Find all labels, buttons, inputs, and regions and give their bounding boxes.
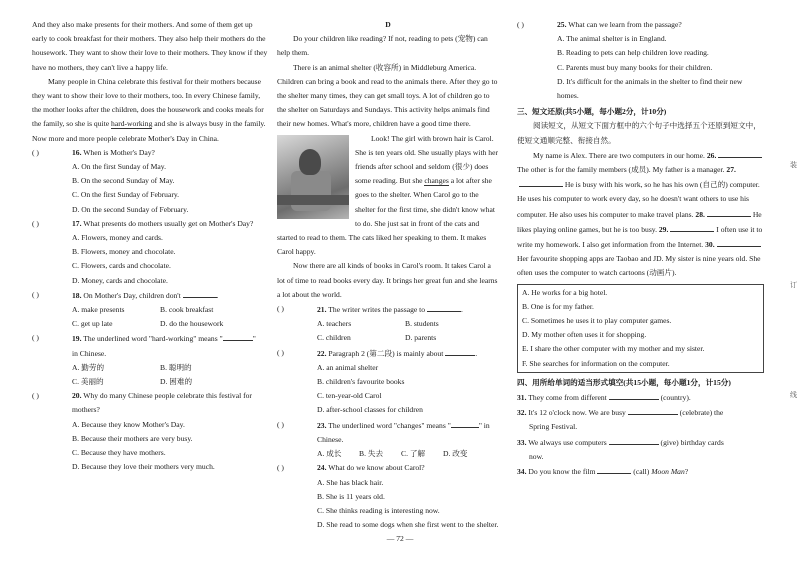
answer-slot[interactable]: ( )	[32, 218, 39, 228]
option: C. Flowers, cards and chocolate.	[72, 261, 171, 271]
passage-c-paragraph: Many people in China celebrate this festival for their mothers because they want to show their love to their mothers, too. In every Chinese family, the mother looks after the children, does the housework and cooks meals for the family, so she is quite hard-working and she is always busy in the family. Now more and more people celebrate Mother's Day in China.	[32, 76, 266, 143]
section-3-passage	[517, 148, 764, 281]
option-row	[32, 375, 268, 389]
blank-number: 26.	[706, 150, 717, 160]
blank-number: 30.	[705, 240, 715, 250]
choice: A. He works for a big hotel.	[522, 287, 608, 297]
question-32: 32. It's 12 o'clock now. We are busy (celebrate) the	[517, 405, 764, 420]
option: D. after-school classes for children	[317, 405, 423, 415]
answer-slot[interactable]: ( )	[277, 463, 284, 473]
option: C. On the first Sunday of February.	[72, 190, 180, 200]
girl-reading-photo	[277, 135, 349, 219]
choice: D. My mother often uses it for shopping.	[522, 330, 647, 340]
question-24: ( ) 24. What do we know about Carol?	[277, 461, 499, 475]
passage-text: Her favourite shopping apps are Taobao and JD. My sister is nine years old. She often uses the computer to watch cartoons (动画片).	[517, 254, 761, 278]
question-16: ( ) 16. When is Mother's Day?	[32, 146, 268, 160]
answer-slot[interactable]: ( )	[277, 347, 284, 357]
column-middle	[277, 18, 499, 532]
answer-slot[interactable]: ( )	[277, 304, 284, 314]
answer-slot[interactable]: ( )	[517, 20, 524, 29]
option: D. On the second Sunday of February.	[72, 204, 189, 214]
choice: E. I share the other computer with my mother and my sister.	[522, 344, 705, 354]
answer-slot[interactable]: ( )	[277, 419, 284, 429]
option: B. Flowers, money and chocolate.	[72, 247, 176, 257]
option: B. 失去	[359, 449, 384, 459]
passage-text: He likes playing online games, but he is too busy.	[517, 209, 762, 234]
option: C. She thinks reading is interesting now.	[317, 505, 440, 515]
option: D. 改变	[443, 449, 468, 459]
option: D. Because they love their mothers very much.	[72, 462, 215, 472]
option: D. do the housework	[160, 319, 224, 329]
fill-blank[interactable]	[223, 331, 253, 341]
underlined-word: hard-working	[111, 119, 153, 129]
passage-d-paragraph-2: There is an animal shelter (收容所) in Middleburg America. Children can bring a book and read to the animals there. After they go to the shelter many times, they can get small toys. A lot of children go to the shelter on Saturdays and Sundays. This activity helps animals find their new homes. What's more, children have a good time there.	[277, 62, 498, 129]
option: B. Reading to pets can help children love reading.	[557, 48, 709, 58]
option: A. The animal shelter is in England.	[557, 34, 667, 44]
option: A. make presents	[72, 305, 125, 315]
option: A. Flowers, money and cards.	[72, 233, 163, 243]
page-number: — 72 —	[386, 534, 414, 543]
passage-text: My name is Alex. There are two computers in our home.	[533, 150, 707, 160]
option: C. 了解	[401, 449, 426, 459]
fill-blank[interactable]	[609, 390, 659, 400]
answer-slot[interactable]: ( )	[32, 289, 39, 299]
option-row	[277, 447, 499, 461]
blank-number: 28.	[695, 209, 705, 219]
option: D. Money, cards and chocolate.	[72, 275, 168, 285]
option: B. cook breakfast	[160, 305, 214, 315]
question-34: 34. Do you know the film (call) Moon Man?	[517, 464, 764, 479]
choice: C. Sometimes he uses it to play computer games.	[522, 316, 672, 326]
question-23: ( ) 23. The underlined word "changes" means " " in	[277, 418, 499, 433]
fill-blank[interactable]	[427, 302, 461, 312]
option: B. She is 11 years old.	[317, 491, 385, 501]
option-row	[32, 317, 268, 331]
option: B. Because their mothers are very busy.	[72, 433, 193, 443]
option: A. 成长	[317, 449, 342, 459]
option: B. children's favourite books	[317, 377, 405, 387]
option-row	[32, 361, 268, 375]
question-33: 33. We always use computers (give) birthday cards	[517, 435, 764, 450]
option: A. 勤劳的	[72, 362, 105, 372]
blank-number: 27.	[726, 165, 736, 175]
option: D. It's difficult for the animals in the shelter to find their new homes.	[557, 76, 743, 101]
option: B. 聪明的	[160, 362, 192, 372]
column-right	[517, 18, 764, 479]
answer-slot[interactable]: ( )	[32, 333, 39, 343]
option: C. ten-year-old Carol	[317, 391, 382, 401]
passage-text: He is busy with his work, so he has his own (自己的) computer. He uses his computer to work every day, so he doesn't want others to use his computer. He also uses his computer to make travel plans.	[517, 180, 760, 219]
option: C. children	[317, 333, 351, 343]
option: D. parents	[405, 333, 437, 343]
option: B. On the second Sunday of May.	[72, 176, 175, 186]
option-row	[277, 317, 499, 331]
question-20: ( ) 20. Why do many Chinese people celebrate this festival for mothers?	[32, 391, 252, 415]
fill-blank[interactable]	[707, 207, 751, 217]
underlined-word: changes	[424, 176, 449, 186]
fill-blank[interactable]	[445, 346, 475, 356]
passage-d-paragraph-3: Look! The girl with brown hair is Carol. She is ten years old. She usually plays with her friends after school and seldom (很少) does some reading. But she changes a lot after she goes to the shelter. When Carol go to the shelter for the first time, she didn't know what to do. She just sat in front of the cats and started to read to them. The cats liked her speaking to them. It makes Carol happy.	[277, 133, 498, 257]
column-left	[32, 18, 268, 475]
choices-box	[517, 284, 764, 373]
passage-d-paragraph-4: Now there are all kinds of books in Carol's room. It takes Carol a lot of time to read books every day. It brings her great fun and she learns a lot about the world.	[277, 261, 498, 299]
section-3-title: 三、短文还原(共5小题，每小题2分，计10分)	[517, 107, 667, 117]
binding-mark: 线	[790, 391, 797, 399]
fill-blank[interactable]	[597, 464, 631, 474]
question-19: ( ) 19. The underlined word "hard-working" means " "	[32, 331, 268, 346]
question-18: ( ) 18. On Mother's Day, children don't .	[32, 288, 268, 303]
question-25: ( ) 25. What can we learn from the passage?	[517, 18, 764, 32]
section-4-title: 四、用所给单词的适当形式填空(共15小题，每小题1分，计15分)	[517, 377, 731, 387]
passage-text: The other is for the family members (成员). My father is a manager.	[517, 165, 727, 175]
fill-blank[interactable]	[670, 222, 714, 232]
answer-slot[interactable]: ( )	[32, 391, 39, 401]
choice: B. One is for my father.	[522, 301, 594, 311]
fill-blank[interactable]	[183, 288, 217, 298]
option-row	[32, 303, 268, 317]
passage-d-paragraph-1: Do your children like reading? If not, reading to pets (宠物) can help them.	[277, 34, 488, 58]
option: D. She read to some dogs when she first went to the shelter.	[317, 520, 499, 530]
blank-number: 29.	[658, 224, 669, 234]
fill-blank[interactable]	[451, 418, 479, 428]
question-21: ( ) 21. The writer writes the passage to .	[277, 302, 499, 317]
option: C. Parents must buy many books for their children.	[557, 62, 713, 72]
option: A. teachers	[317, 319, 352, 329]
fill-blank[interactable]	[609, 435, 659, 445]
question-continuation: Chinese.	[317, 434, 344, 444]
option: A. On the first Sunday of May.	[72, 162, 166, 172]
option: C. Because they have mothers.	[72, 448, 166, 458]
fill-blank[interactable]	[717, 237, 761, 247]
passage-text: I often use it to write my homework. I also get information from the Internet.	[517, 224, 763, 250]
question-31: 31. They come from different (country).	[517, 390, 764, 405]
option: A. She has black hair.	[317, 477, 384, 487]
section-3-instructions: 阅读短文，从短文下面方框中的六个句子中选择五个还原到短文中，使短文通顺完整、衔接自然。	[517, 121, 761, 145]
choice: F. She searches for information on the computer.	[522, 358, 670, 368]
fill-blank[interactable]	[718, 148, 762, 158]
option: B. students	[405, 319, 439, 329]
binding-mark: 订	[790, 281, 797, 289]
binding-mark: 装	[790, 161, 797, 169]
option: A. Because they know Mother's Day.	[72, 419, 185, 429]
question-continuation: in Chinese.	[72, 348, 107, 358]
option: C. 美丽的	[72, 377, 104, 387]
option: C. get up late	[72, 319, 113, 329]
option-row	[277, 331, 499, 345]
fill-blank[interactable]	[519, 177, 563, 187]
passage-c-ending: And they also make presents for their mothers. And some of them get up early to cook breakfast for their mothers. They also help their mothers do the housework. They want to show their love to their mothers. They know if they have no mothers, they can't live a happy life.	[32, 20, 268, 72]
question-continuation: Spring Festival.	[529, 422, 578, 432]
option: D. 困难的	[160, 377, 193, 387]
fill-blank[interactable]	[628, 405, 678, 415]
question-continuation: now.	[529, 451, 544, 461]
option: A. an animal shelter	[317, 362, 379, 372]
question-22: ( ) 22. Paragraph 2 (第二段) is mainly about .	[277, 346, 499, 361]
section-heading: D	[385, 20, 391, 29]
answer-slot[interactable]: ( )	[32, 147, 39, 157]
question-17: ( ) 17. What presents do mothers usually get on Mother's Day?	[32, 217, 268, 231]
